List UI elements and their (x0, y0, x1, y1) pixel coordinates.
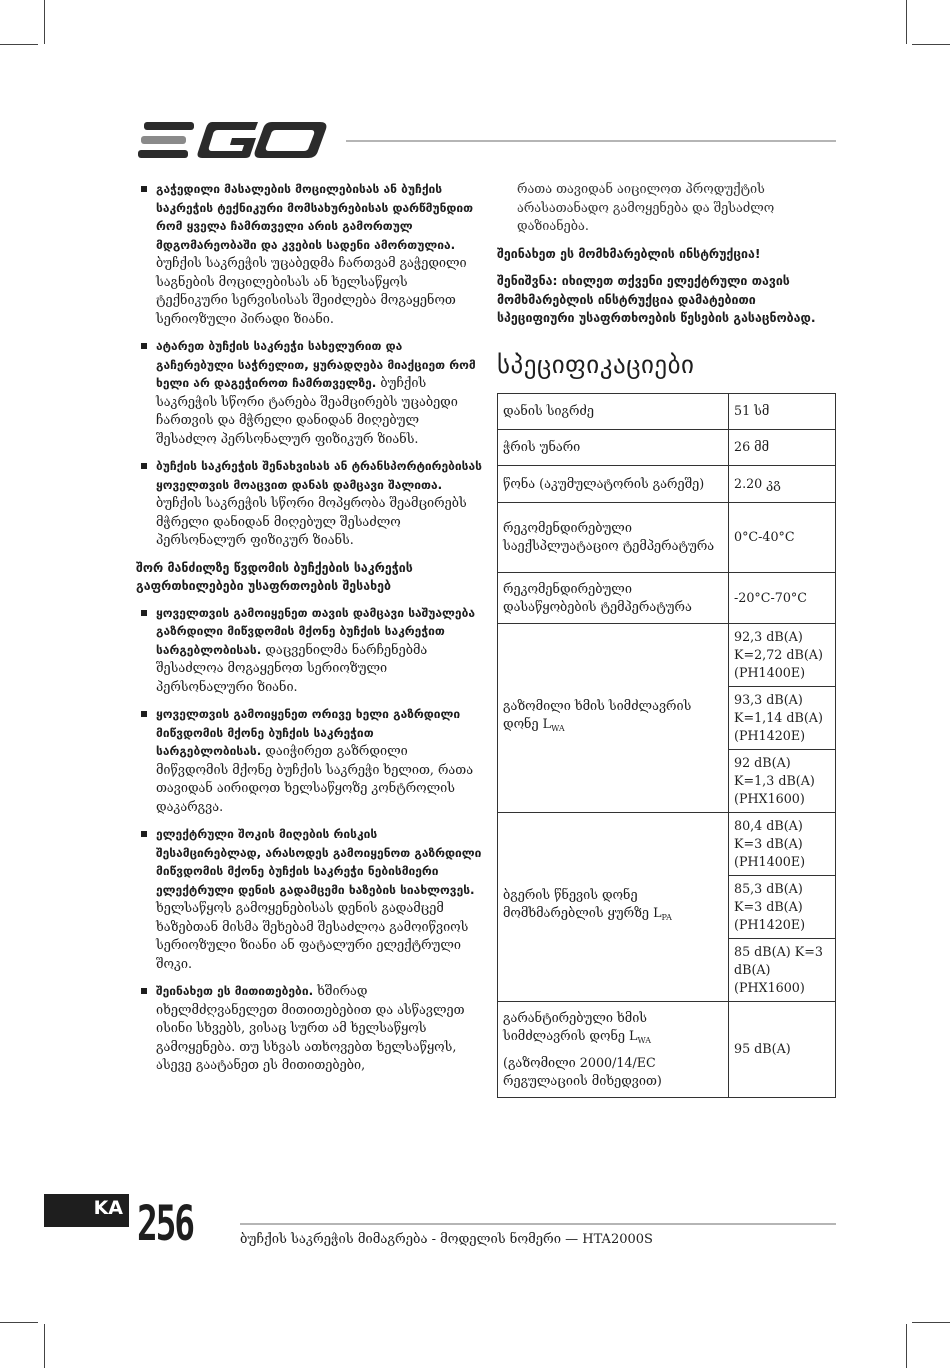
safety-bullet (136, 825, 482, 973)
spec-value: 26 მმ (729, 429, 836, 465)
table-row (498, 623, 836, 686)
spec-label: რეკომენდირებული დასაწყობების ტემპერატურა (498, 572, 729, 623)
bullet-bold-text: ყოველთვის გამოიყენეთ ორივე ხელი გაზრდილი მიწვდომის მქონე ბუჩქის საკრეჭით სარგებლობისას. (156, 707, 461, 758)
bullet-bold-text: შეინახეთ ეს მითითებები. (156, 984, 314, 998)
spec-value: 80,4 dB(A) K=3 dB(A) (PH1400E) (729, 812, 836, 875)
bullet-bold-text: ყოველთვის გამოიყენეთ თავის დამცავი საშუალება გაზრდილი მიწვდომის მქონე ბუჩქის საკრეჭით სარგებლობისას. (156, 605, 475, 657)
spec-value: 0°C-40°C (729, 502, 836, 572)
bullet-text: ბუჩქის საკრეჭის უცაბედმა ჩართვამ გაჭედილი საგნების მოცილებისას ან ხელსაწყოს ტექნიკური სერვისისას შეიძლება მოგაყენოთ სერიოზული პირადი ზიანი. (156, 255, 467, 326)
spec-label: რეკომენდირებული საექსპლუატაციო ტემპერატურა (498, 502, 729, 572)
bullet-text: ბუჩქის საკრეჭის სწორი მოპყრობა შეამცირებს მჭრელი დანიდან მიღებულ შესაძლო პერსონალურ ფიზიკურ ზიანს. (156, 495, 467, 547)
crop-mark (912, 44, 950, 45)
safety-bullet (136, 604, 482, 697)
spec-value: -20°C-70°C (729, 572, 836, 623)
bullet-text: ხელსაწყოს გამოყენებისას დენის გადამცემ ხაზებთან მისმა შეხებამ შესაძლოა გამოიწვიოს სერიოზული ზიანი ან ფატალური ელექტრული შოკი. (156, 900, 469, 971)
bullet-square-icon (141, 711, 147, 717)
subscript: WA (637, 1035, 652, 1045)
specifications-table (497, 393, 836, 1098)
bullet-bold-text: ელექტრული შოკის მიღების რისკის შესამცირებლად, არასოდეს გამოიყენოთ გაზრდილი მიწვდომის მქონე ბუჩქის საკრეჭი ნებისმიერი ელექტრული დენის გადამცემი ხაზების სიახლოვეს. (156, 827, 482, 897)
spec-value: 93,3 dB(A) K=1,14 dB(A) (PH1420E) (729, 686, 836, 749)
bullet-square-icon (141, 988, 147, 994)
crop-mark (906, 0, 907, 44)
crop-mark (0, 1322, 38, 1323)
subscript: WA (551, 724, 565, 733)
bullet-bold-text: გაჭედილი მასალების მოცილებისას ან ბუჩქის საკრეჭის ტექნიკური მომსახურებისას დარწმუნდით რომ ყველა ჩამრთველი არის გამორთულ მდგომარეობაში და კვების სადენი ამორთულია. (156, 182, 474, 252)
sound-pressure-label: ბგერის წნევის დონე მომხმარებლის ყურზე L (503, 887, 662, 920)
spec-label (498, 623, 729, 812)
spec-value: 92,3 dB(A) K=2,72 dB(A) (PH1400E) (729, 623, 836, 686)
crop-mark (44, 1324, 45, 1368)
spec-label: დანის სიგრძე (498, 393, 729, 429)
bullet-square-icon (141, 343, 147, 349)
crop-mark (912, 1322, 950, 1323)
footer-title: ბუჩქის საკრეჭის მიმაგრება - მოდელის ნომერი — HTA2000S (240, 1232, 653, 1247)
language-code: KA (93, 1197, 123, 1219)
language-tab (44, 1194, 129, 1227)
crop-mark (0, 44, 38, 45)
crop-mark (906, 1324, 907, 1368)
spec-value: 92 dB(A) K=1,3 dB(A) (PHX1600) (729, 749, 836, 812)
spec-label: ჭრის უნარი (498, 429, 729, 465)
footer-rule (240, 1223, 836, 1225)
warnings-subheading: შორ მანძილზე წვდომის ბუჩქების საკრეჭის გაფრთხილებები უსაფრთოების შესახებ (136, 559, 413, 593)
sound-power-label: გაზომილი ხმის სიმძლავრის დონე L (503, 698, 692, 731)
spec-label (498, 812, 729, 1001)
right-column (497, 180, 837, 1098)
crop-mark (44, 0, 45, 44)
table-row (498, 812, 836, 875)
continuation-text: რათა თავიდან აიცილოთ პროდუქტის არასათანადო გამოყენება და შესაძლო დაზიანება. (517, 181, 775, 233)
table-row (498, 465, 836, 502)
table-row (498, 393, 836, 429)
bullet-bold-text: ატარეთ ბუჩქის საკრეჭი სახელურით და გაჩერებული საჭრელით, ყურადღება მიაქციეთ რომ ხელი არ დაგეჭიროთ ჩამრთველზე. (156, 339, 476, 390)
table-row (498, 429, 836, 465)
table-row (498, 502, 836, 572)
safety-bullet (136, 180, 482, 328)
spec-value: 51 სმ (729, 393, 836, 429)
safety-bullet (136, 705, 482, 816)
bullet-square-icon (141, 186, 147, 192)
header-rule (346, 140, 836, 142)
bullet-square-icon (141, 463, 147, 469)
save-instructions-note: შეინახეთ ეს მომხმარებლის ინსტრუქცია! (497, 245, 761, 261)
safety-bullet (136, 982, 482, 1075)
spec-label: წონა (აკუმულატორის გარეშე) (498, 465, 729, 502)
guaranteed-label: გარანტირებული ხმის სიმძლავრის დონე L (503, 1009, 647, 1043)
spec-value: 85 dB(A) K=3 dB(A) (PHX1600) (729, 938, 836, 1001)
bullet-text: ბუჩქის საკრეჭის სწორი ტარება შეამცირებს უცაბედი ჩართვის და მჭრელი დანიდან მიღებულ შესაძლო პერსონალურ ფიზიკურ ზიანს. (156, 375, 458, 446)
safety-bullet (136, 337, 482, 448)
bullet-square-icon (141, 610, 147, 616)
spec-value: 2.20 კგ (729, 465, 836, 502)
bullet-bold-text: ბუჩქის საკრეჭის შენახვისას ან ტრანსპორტირებისას ყოველთვის მოაცვით დანას დამცავი შალითა. (156, 459, 482, 492)
bullet-text: დაცვენილმა ნარჩენებმა შესაძლოა მოგაყენოთ სერიოზული პერსონალური ზიანი. (156, 641, 428, 694)
spec-value: 85,3 dB(A) K=3 dB(A) (PH1420E) (729, 875, 836, 938)
power-head-note: შენიშვნა: იხილეთ თქვენი ელექტრული თავის მომხმარებლის ინსტრუქცია დამატებითი სპეციფიური უსაფრთხოების წესების გასაცნობად. (497, 273, 816, 325)
table-row (498, 1001, 836, 1097)
left-column (136, 180, 482, 1084)
ego-logo (138, 118, 328, 162)
safety-bullet (136, 457, 482, 550)
spec-value: 95 dB(A) (729, 1001, 836, 1097)
specifications-title: სპეციფიკაციები (497, 349, 695, 379)
bullet-text: დაიჭირეთ გაზრდილი მიწვდომის მქონე ბუჩქის საკრეჭი ხელით, რათა თავიდან აირიდოთ ხელსაწყოზე კონტროლის დაკარგვა. (156, 743, 474, 814)
bullet-square-icon (141, 831, 147, 837)
table-row (498, 572, 836, 623)
bullet-text: ხშირად იხელმძღვანელეთ მითითებებით და ასწავლეთ ისინი სხვებს, ვისაც სურთ ამ ხელსაწყოს გამოყენება. თუ სხვას ათხოვებთ ხელსაწყოს, ასევე გაატანეთ ეს მითითებები, (156, 983, 465, 1072)
subscript: PA (661, 913, 672, 922)
spec-label (498, 1001, 729, 1097)
guaranteed-note: (გაზომილი 2000/14/EC რეგულაციის მიხედვით) (503, 1054, 662, 1088)
page-number: 256 (137, 1196, 193, 1252)
